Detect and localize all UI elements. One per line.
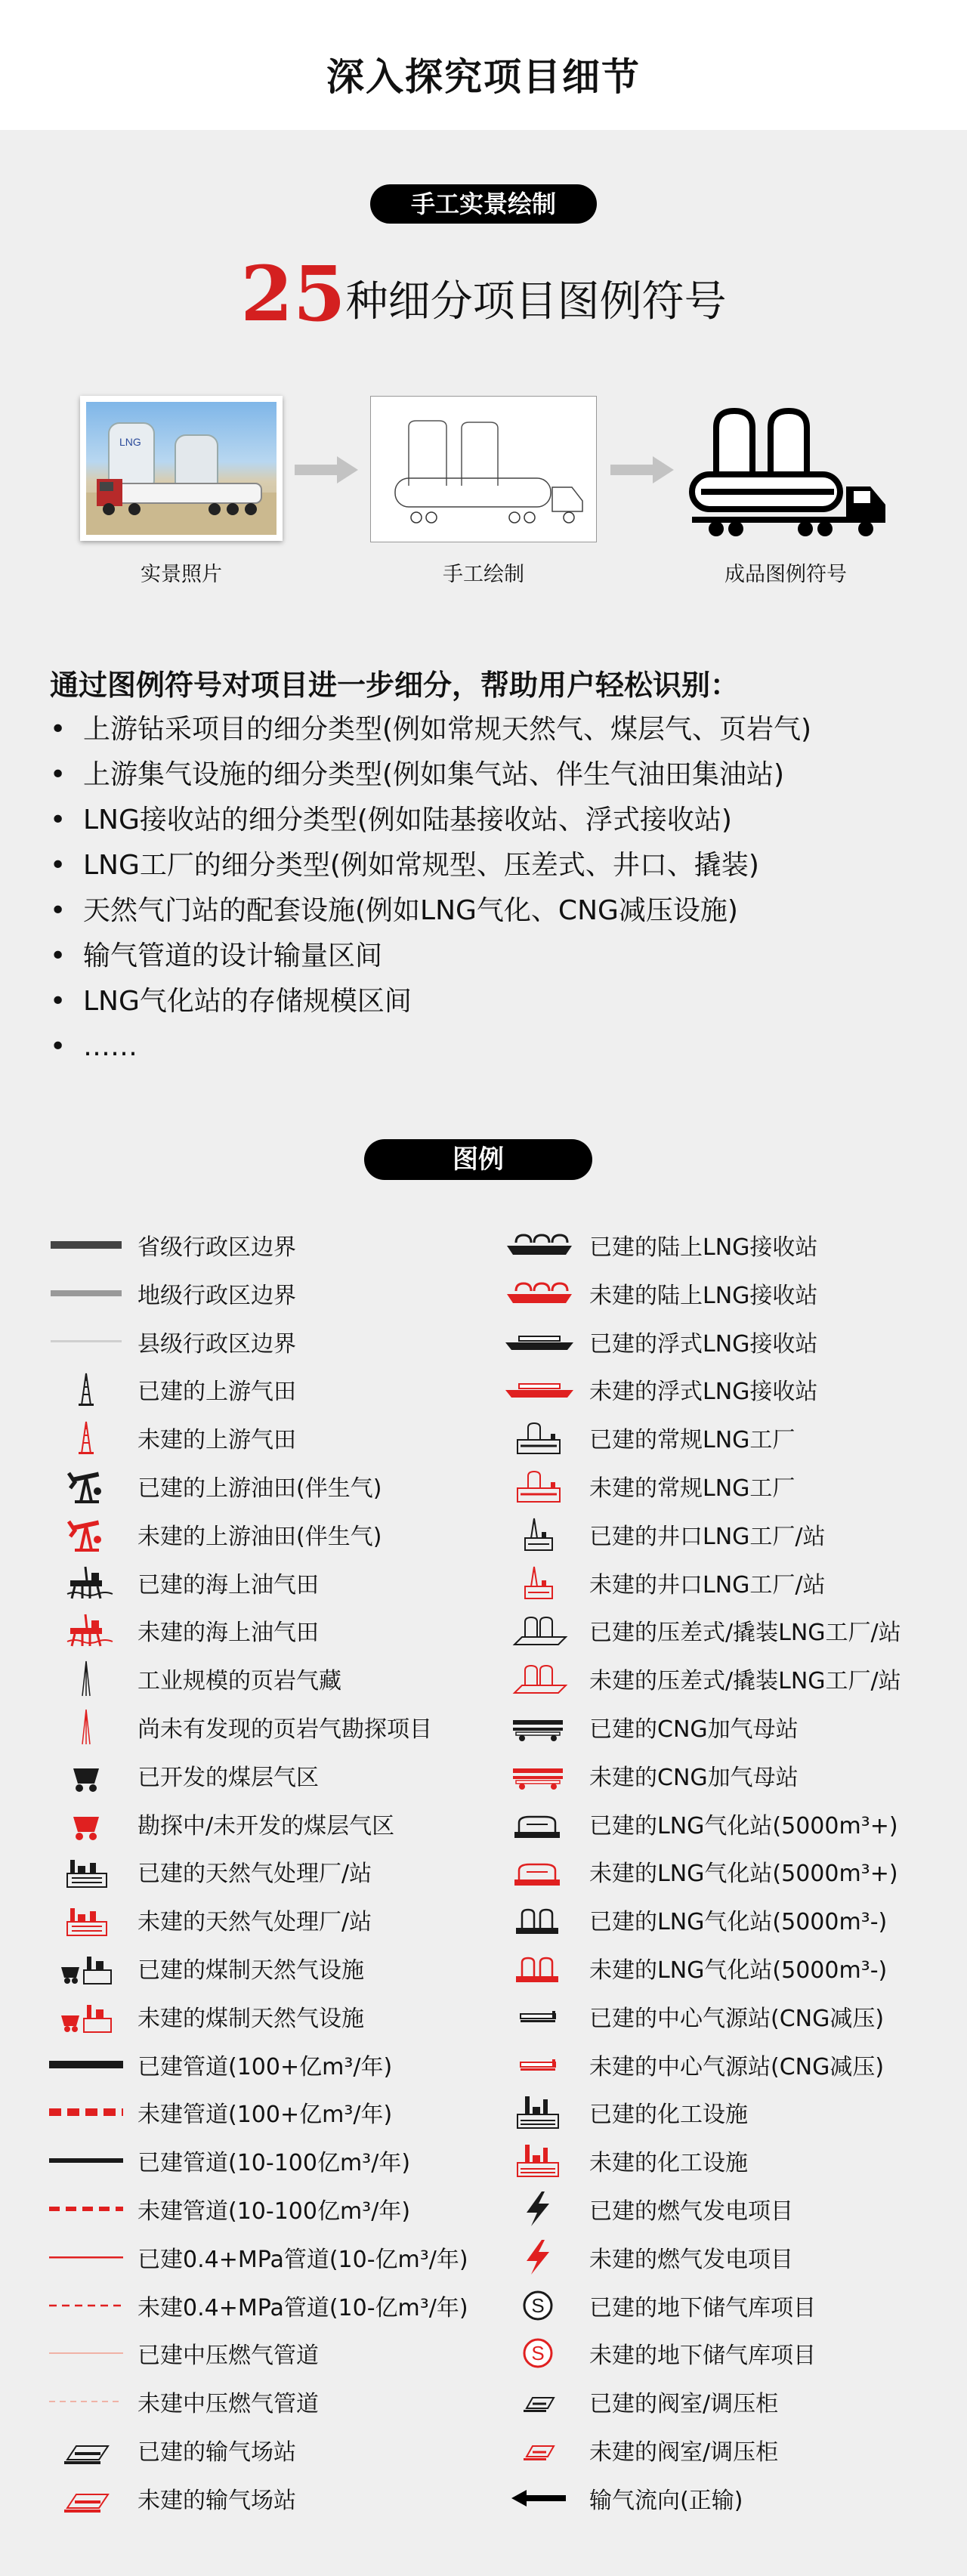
legend-label: 未建的上游气田 <box>137 1427 296 1454</box>
legend-item <box>39 1463 382 1509</box>
list-item: • …… <box>50 1031 137 1062</box>
list-item: • LNG气化站的存储规模区间 <box>50 986 412 1017</box>
legend-label: 未建的燃气发电项目 <box>589 2246 793 2273</box>
legend-item <box>39 1608 319 1653</box>
legend-icon-wrap <box>491 1753 585 1798</box>
legend-icon-wrap <box>39 1463 133 1509</box>
legend-label: 已建的常规LNG工厂 <box>589 1427 796 1454</box>
legend-icon-wrap <box>491 2042 585 2087</box>
transmission-station-planned-icon <box>45 2479 128 2517</box>
pipe-0.4mpa-built-icon <box>45 2238 128 2276</box>
pipe-medium-built-icon <box>45 2334 128 2372</box>
legend-label: 未建0.4+MPa管道(10-亿m³/年) <box>137 2294 468 2321</box>
legend-item <box>491 2090 748 2135</box>
legend-label: 已建中压燃气管道 <box>137 2343 319 2370</box>
legend-icon-wrap <box>491 2427 585 2473</box>
legend-icon-wrap <box>491 1271 585 1316</box>
legend-label: 输气流向(正输) <box>589 2487 743 2514</box>
legend-icon-wrap <box>491 2186 585 2232</box>
legend-label: 勘探中/未开发的煤层气区 <box>137 1812 395 1839</box>
coalbed-cart-planned-icon <box>45 1805 128 1842</box>
offshore-platform-planned-icon <box>45 1611 128 1649</box>
prefecture-border-line-icon <box>45 1274 128 1312</box>
legend-label: 已建的LNG气化站(5000m³+) <box>589 1812 898 1839</box>
legend-item <box>491 2186 793 2232</box>
list-item: • LNG工厂的细分类型(例如常规型、压差式、井口、撬装) <box>50 850 759 881</box>
legend-label: 已建的煤制天然气设施 <box>137 1957 364 1984</box>
oil-pump-built-icon <box>45 1467 128 1505</box>
skid-lng-planned-icon <box>496 1660 579 1697</box>
intro-text: 通过图例符号对项目进一步细分，帮助用户轻松识别： <box>50 669 740 702</box>
valve-room-built-icon <box>496 2383 579 2420</box>
skid-lng-built-icon <box>496 1611 579 1649</box>
legend-label: 已建管道(10-100亿m³/年) <box>137 2150 411 2177</box>
legend-item <box>39 2476 296 2521</box>
legend-label: 已建的海上油气田 <box>137 1571 319 1598</box>
legend-icon-wrap <box>491 1608 585 1653</box>
lng-gasification-large-planned-icon <box>496 1852 579 1890</box>
legend-item <box>39 1560 319 1605</box>
legend-item <box>491 1994 884 2039</box>
headline <box>0 249 967 338</box>
legend-label: 已建的中心气源站(CNG减压) <box>589 2005 885 2032</box>
legend-label: 已建的天然气处理厂/站 <box>137 1861 372 1888</box>
legend-item <box>491 1608 901 1653</box>
legend-icon-wrap <box>39 2330 133 2376</box>
legend-icon-wrap <box>39 2138 133 2183</box>
onshore-lng-terminal-built-icon <box>496 1226 579 1264</box>
legend-icon-wrap <box>491 1367 585 1412</box>
pipe-100-planned-icon <box>45 2093 128 2131</box>
legend-icon-wrap <box>39 1608 133 1653</box>
real-photo <box>80 396 283 541</box>
central-gas-source-planned-icon <box>496 2046 579 2083</box>
legend-item <box>39 2283 468 2328</box>
county-border-line-icon <box>45 1323 128 1361</box>
legend-item <box>39 1271 296 1316</box>
chemical-facility-built-icon <box>496 2093 579 2131</box>
processing-plant-built-icon <box>45 1852 128 1890</box>
legend-icon-wrap <box>39 1704 133 1750</box>
legend-item <box>491 1512 826 1557</box>
legend-icon-wrap <box>39 1801 133 1846</box>
legend-icon-wrap <box>491 1656 585 1701</box>
legend-item <box>39 1801 394 1846</box>
legend-item <box>39 2138 410 2183</box>
legend-label: 未建的煤制天然气设施 <box>137 2005 364 2032</box>
legend-label: 已建的阀室/调压柜 <box>589 2391 779 2418</box>
legend-item <box>39 1994 364 2039</box>
lng-truck-sketch-image <box>371 397 598 543</box>
cng-mother-station-built-icon <box>496 1708 579 1746</box>
pipe-100-built-icon <box>45 2046 128 2083</box>
legend-item <box>491 1560 826 1605</box>
lng-gasification-small-planned-icon <box>496 1949 579 1987</box>
list-item: • 天然气门站的配套设施(例如LNG气化、CNG减压设施) <box>50 895 738 926</box>
legend-item <box>39 2427 296 2473</box>
legend-icon-wrap <box>39 1994 133 2039</box>
legend-item <box>39 2042 392 2087</box>
legend-icon-wrap <box>39 1560 133 1605</box>
list-item: • 上游集气设施的细分类型(例如集气站、伴生气油田集油站) <box>50 759 785 790</box>
legend-label: 未建的陆上LNG接收站 <box>589 1282 818 1309</box>
list-item: • 上游钻采项目的细分类型(例如常规天然气、煤层气、页岩气) <box>50 714 812 745</box>
legend-item <box>491 2476 743 2521</box>
legend-label: 已建的化工设施 <box>589 2102 748 2129</box>
legend-icon-wrap <box>491 2330 585 2376</box>
legend-label: 已建的燃气发电项目 <box>589 2198 793 2225</box>
legend-item <box>491 1945 887 1991</box>
lng-truck-symbol-icon <box>686 405 891 541</box>
legend-label: 未建中压燃气管道 <box>137 2391 319 2418</box>
pipe-medium-planned-icon <box>45 2383 128 2420</box>
legend-label: 未建的上游油田(伴生气) <box>137 1523 382 1550</box>
legend-label: 未建管道(10-100亿m³/年) <box>137 2198 411 2225</box>
gas-power-built-icon <box>496 2190 579 2228</box>
legend-item <box>39 2330 319 2376</box>
photo-tank-text: LNG <box>119 436 141 448</box>
legend-label: 已建的CNG加气母站 <box>589 1716 799 1743</box>
legend-label: 未建的中心气源站(CNG减压) <box>589 2053 885 2080</box>
legend-icon-wrap <box>491 1415 585 1460</box>
legend-icon-wrap <box>39 2427 133 2473</box>
legend-item <box>491 1704 799 1750</box>
legend-icon-wrap <box>491 1512 585 1557</box>
legend-icon-wrap <box>491 2283 585 2328</box>
legend-icon-wrap <box>39 2042 133 2087</box>
legend-label: 已建0.4+MPa管道(10-亿m³/年) <box>137 2246 468 2273</box>
legend-label: 未建的LNG气化站(5000m³-) <box>589 1957 888 1984</box>
legend-icon-wrap <box>39 1222 133 1268</box>
legend-icon-wrap <box>39 2283 133 2328</box>
flow-direction-arrow-icon <box>496 2479 579 2517</box>
legend-icon-wrap <box>39 1367 133 1412</box>
legend-icon-wrap <box>39 2090 133 2135</box>
legend-icon-wrap <box>39 1945 133 1991</box>
onshore-lng-terminal-planned-icon <box>496 1274 579 1312</box>
legend-icon-wrap <box>491 1222 585 1268</box>
legend-label: 未建的阀室/调压柜 <box>589 2439 779 2466</box>
legend-item <box>39 1415 296 1460</box>
transmission-station-built-icon <box>45 2431 128 2469</box>
valve-room-planned-icon <box>496 2431 579 2469</box>
legend-icon-wrap <box>39 1897 133 1942</box>
floating-lng-terminal-planned-icon <box>496 1370 579 1408</box>
pipe-10-100-planned-icon <box>45 2190 128 2228</box>
legend-icon-wrap <box>39 1415 133 1460</box>
legend-item <box>491 2379 778 2424</box>
legend-icon-wrap <box>491 1897 585 1942</box>
list-item: • LNG接收站的细分类型(例如陆基接收站、浮式接收站) <box>50 805 732 836</box>
legend-label: 县级行政区边界 <box>137 1330 296 1357</box>
legend-label: 未建的常规LNG工厂 <box>589 1475 796 1502</box>
legend-item <box>39 2090 392 2135</box>
legend-label: 已建管道(100+亿m³/年) <box>137 2053 393 2080</box>
legend-icon-wrap <box>491 1704 585 1750</box>
legend-label: 已建的地下储气库项目 <box>589 2294 816 2321</box>
legend-icon-wrap <box>491 2090 585 2135</box>
legend-item <box>491 1753 799 1798</box>
headline-number: 25 <box>240 249 346 338</box>
lng-gasification-small-built-icon <box>496 1901 579 1938</box>
legend-label: 已建的陆上LNG接收站 <box>589 1234 818 1261</box>
legend-item <box>39 2235 468 2280</box>
legend-item <box>491 1367 817 1412</box>
legend-label: 已建的井口LNG工厂/站 <box>589 1523 826 1550</box>
legend-icon-wrap <box>39 1512 133 1557</box>
underground-storage-planned-icon <box>496 2334 579 2372</box>
legend-item <box>491 2042 884 2087</box>
legend-item <box>39 1849 372 1894</box>
legend-icon-wrap <box>39 2379 133 2424</box>
gas-field-derrick-planned-icon <box>45 1419 128 1456</box>
legend-item <box>39 1897 372 1942</box>
legend-item <box>39 1367 296 1412</box>
legend-icon-wrap <box>39 1753 133 1798</box>
processing-plant-planned-icon <box>45 1901 128 1938</box>
pipe-0.4mpa-planned-icon <box>45 2287 128 2324</box>
legend-label: 已建的压差式/撬装LNG工厂/站 <box>589 1620 901 1647</box>
legend-icon-wrap <box>491 1319 585 1364</box>
shale-gas-planned-icon <box>45 1708 128 1746</box>
legend-label: 未建的天然气处理厂/站 <box>137 1909 372 1936</box>
legend-item <box>491 1897 887 1942</box>
process-arrow-2 <box>610 456 674 483</box>
legend-label: 已建的输气场站 <box>137 2439 296 2466</box>
legend-item <box>491 2138 748 2183</box>
legend-item <box>39 1319 296 1364</box>
legend-icon-wrap <box>491 2138 585 2183</box>
cng-mother-station-planned-icon <box>496 1756 579 1794</box>
handdrawn-badge: 手工实景绘制 <box>370 184 597 224</box>
wellhead-lng-planned-icon <box>496 1564 579 1602</box>
legend-icon-wrap <box>39 1319 133 1364</box>
coalbed-cart-built-icon <box>45 1756 128 1794</box>
legend-icon-wrap <box>491 1849 585 1894</box>
legend-label: 省级行政区边界 <box>137 1234 296 1261</box>
floating-lng-terminal-built-icon <box>496 1323 579 1361</box>
process-arrow-1 <box>295 456 358 483</box>
hand-sketch <box>370 396 597 542</box>
legend-label: 已开发的煤层气区 <box>137 1764 319 1791</box>
legend-label: 地级行政区边界 <box>137 1282 296 1309</box>
caption-photo: 实景照片 <box>141 563 222 586</box>
legend-label: 已建的上游油田(伴生气) <box>137 1475 382 1502</box>
legend-icon-wrap <box>39 1271 133 1316</box>
legend-item <box>491 1222 817 1268</box>
central-gas-source-built-icon <box>496 1997 579 2035</box>
lng-plant-built-icon <box>496 1419 579 1456</box>
legend-icon-wrap <box>491 1560 585 1605</box>
legend-label: 未建的CNG加气母站 <box>589 1764 799 1791</box>
coal-to-gas-built-icon <box>45 1949 128 1987</box>
page-header <box>0 0 967 130</box>
province-border-line-icon <box>45 1226 128 1264</box>
legend-icon-wrap <box>491 2235 585 2280</box>
underground-storage-built-icon <box>496 2287 579 2324</box>
legend-item <box>491 1319 817 1364</box>
legend-label: 未建的输气场站 <box>137 2487 296 2514</box>
legend-label: 未建管道(100+亿m³/年) <box>137 2102 393 2129</box>
legend-label: 已建的上游气田 <box>137 1379 296 1406</box>
legend-label: 工业规模的页岩气藏 <box>137 1668 341 1695</box>
shale-gas-built-icon <box>45 1660 128 1697</box>
legend-item <box>491 1849 898 1894</box>
legend-icon-wrap <box>491 1463 585 1509</box>
legend-item <box>39 1512 382 1557</box>
legend-item <box>39 1656 341 1701</box>
storage-symbol-text: S <box>531 2342 545 2365</box>
page-title: 深入探究项目细节 <box>326 55 641 99</box>
legend-item <box>491 2283 816 2328</box>
legend-label: 尚未有发现的页岩气勘探项目 <box>137 1716 432 1743</box>
legend-label: 未建的浮式LNG接收站 <box>589 1379 818 1406</box>
legend-item <box>39 2379 319 2424</box>
legend-title: 图例 <box>364 1139 592 1180</box>
lng-plant-planned-icon <box>496 1467 579 1505</box>
legend-item <box>491 2330 816 2376</box>
legend-icon-wrap <box>491 1801 585 1846</box>
caption-sketch: 手工绘制 <box>443 563 524 586</box>
legend-item <box>491 2427 778 2473</box>
legend-item <box>491 1271 817 1316</box>
chemical-facility-planned-icon <box>496 2142 579 2179</box>
legend-icon-wrap <box>39 2235 133 2280</box>
legend-label: 未建的海上油气田 <box>137 1620 319 1647</box>
feature-list <box>50 707 956 1070</box>
legend-item <box>39 1753 319 1798</box>
legend-icon-wrap <box>39 2476 133 2521</box>
headline-text: 种细分项目图例符号 <box>345 277 727 326</box>
legend-label: 已建的LNG气化站(5000m³-) <box>589 1909 888 1936</box>
storage-symbol-text: S <box>531 2293 545 2317</box>
legend-item <box>491 1415 795 1460</box>
legend-icon-wrap <box>39 1656 133 1701</box>
gas-field-derrick-built-icon <box>45 1370 128 1408</box>
legend-item <box>39 2186 410 2232</box>
wellhead-lng-built-icon <box>496 1515 579 1553</box>
legend-icon-wrap <box>39 1849 133 1894</box>
legend-label: 未建的地下储气库项目 <box>589 2343 816 2370</box>
lng-gasification-large-built-icon <box>496 1805 579 1842</box>
legend-label: 未建的压差式/撬装LNG工厂/站 <box>589 1668 901 1695</box>
legend-icon-wrap <box>491 2379 585 2424</box>
legend-item <box>491 1801 898 1846</box>
legend-icon-wrap <box>491 1945 585 1991</box>
legend-icon-wrap <box>491 1994 585 2039</box>
legend-item <box>39 1222 296 1268</box>
caption-symbol: 成品图例符号 <box>724 563 847 586</box>
legend-label: 未建的LNG气化站(5000m³+) <box>589 1861 898 1888</box>
pipe-10-100-built-icon <box>45 2142 128 2179</box>
legend-icon-wrap <box>39 2186 133 2232</box>
legend-item <box>39 1704 432 1750</box>
coal-to-gas-planned-icon <box>45 1997 128 2035</box>
list-item: • 输气管道的设计输量区间 <box>50 941 383 971</box>
legend-label: 未建的井口LNG工厂/站 <box>589 1571 826 1598</box>
legend-item <box>491 2235 793 2280</box>
legend-item <box>39 1945 364 1991</box>
legend-icon-wrap <box>491 2476 585 2521</box>
offshore-platform-built-icon <box>45 1564 128 1602</box>
legend-label: 未建的化工设施 <box>589 2150 748 2177</box>
gas-power-planned-icon <box>496 2238 579 2276</box>
oil-pump-planned-icon <box>45 1515 128 1553</box>
legend-item <box>491 1463 795 1509</box>
lng-truck-photo-image <box>86 402 277 535</box>
legend-label: 已建的浮式LNG接收站 <box>589 1330 818 1357</box>
legend-item <box>491 1656 901 1701</box>
